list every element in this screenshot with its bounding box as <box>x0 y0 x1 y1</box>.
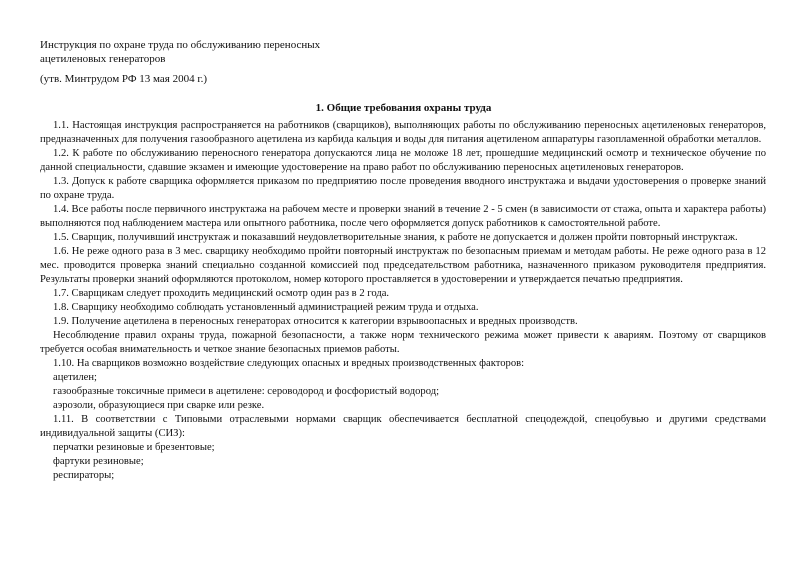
paragraph-1-3: 1.3. Допуск к работе сварщика оформляется приказом по предприятию после проведения вводного инструктажа и выдачи удостоверения о проверке знаний по охране труда. <box>40 176 766 201</box>
paragraph-1-4: 1.4. Все работы после первичного инструктажа на рабочем месте и проверки знаний в течение 2 - 5 смен (в зависимости от стажа, опыта и характера работы) выполняются под наблюдением мастера или опытного работника, после чего оформляется допуск работников к самостоятельной работе. <box>40 204 766 229</box>
paragraph-1-5: 1.5. Сварщик, получивший инструктаж и показавший неудовлетворительные знания, к работе не допускается и должен пройти повторный инструктаж. <box>53 232 738 243</box>
list-item: перчатки резиновые и брезентовые; <box>53 442 215 453</box>
paragraph-1-11: 1.11. В соответствии с Типовыми отраслевыми нормами сварщик обеспечивается бесплатной спецодеждой, спецобувью и другими средствами индивидуальной защиты (СИЗ): <box>40 414 766 439</box>
list-item: фартуки резиновые; <box>53 456 144 467</box>
paragraph-warning: Несоблюдение правил охраны труда, пожарной безопасности, а также норм технического режима может привести к авариям. Поэтому от сварщиков требуется особая внимательность и четкое знание безопасных приемов работы. <box>40 330 766 355</box>
paragraph-1-1: 1.1. Настоящая инструкция распространяется на работников (сварщиков), выполняющих работы по обслуживанию переносных ацетиленовых генераторов, предназначенных для получения газообразного ацетилена из карбида кальция и воды для питания ацетиленом аппаратуры газопламенной обработки металлов. <box>40 120 766 145</box>
paragraph-1-6: 1.6. Не реже одного раза в 3 мес. сварщику необходимо пройти повторный инструктаж по безопасным приемам и методам работы. Не реже одного раза в 12 мес. проводится проверка знаний специально созданной комиссией под председательством работника, назначенного приказом руководителя предприятия. Результаты проверки знаний оформляются протоколом, номер которого проставляется в удостоверении и утверждается печатью предприятия. <box>40 246 766 285</box>
section-heading: 1. Общие требования охраны труда <box>315 102 492 114</box>
paragraph-1-8: 1.8. Сварщику необходимо соблюдать установленный администрацией режим труда и отдыха. <box>53 302 479 313</box>
title-line-2: ацетиленовых генераторов <box>40 53 166 65</box>
list-item: ацетилен; <box>53 372 97 383</box>
paragraph-1-9: 1.9. Получение ацетилена в переносных генераторах относится к категории взрывоопасных и вредных производств. <box>53 316 578 327</box>
paragraph-1-7: 1.7. Сварщикам следует проходить медицинский осмотр один раз в 2 года. <box>53 288 390 299</box>
paragraph-1-10: 1.10. На сварщиков возможно воздействие следующих опасных и вредных производственных факторов: <box>53 358 525 369</box>
document-body <box>40 119 766 483</box>
paragraph-1-2: 1.2. К работе по обслуживанию переносного генератора допускаются лица не моложе 18 лет, прошедшие медицинский осмотр и техническое обучение по данной специальности, сдавшие экзамен и имеющие удостоверение на право работ по обслуживанию переносных ацетиленовых генераторов. <box>40 148 766 173</box>
list-item: газообразные токсичные примеси в ацетилене: сероводород и фосфористый водород; <box>53 386 440 397</box>
document-title <box>40 38 460 66</box>
list-item: респираторы; <box>53 470 115 481</box>
list-item: аэрозоли, образующиеся при сварке или резке. <box>53 400 265 411</box>
approval-note: (утв. Минтрудом РФ 13 мая 2004 г.) <box>40 73 208 85</box>
title-line-1: Инструкция по охране труда по обслуживанию переносных <box>40 39 321 51</box>
